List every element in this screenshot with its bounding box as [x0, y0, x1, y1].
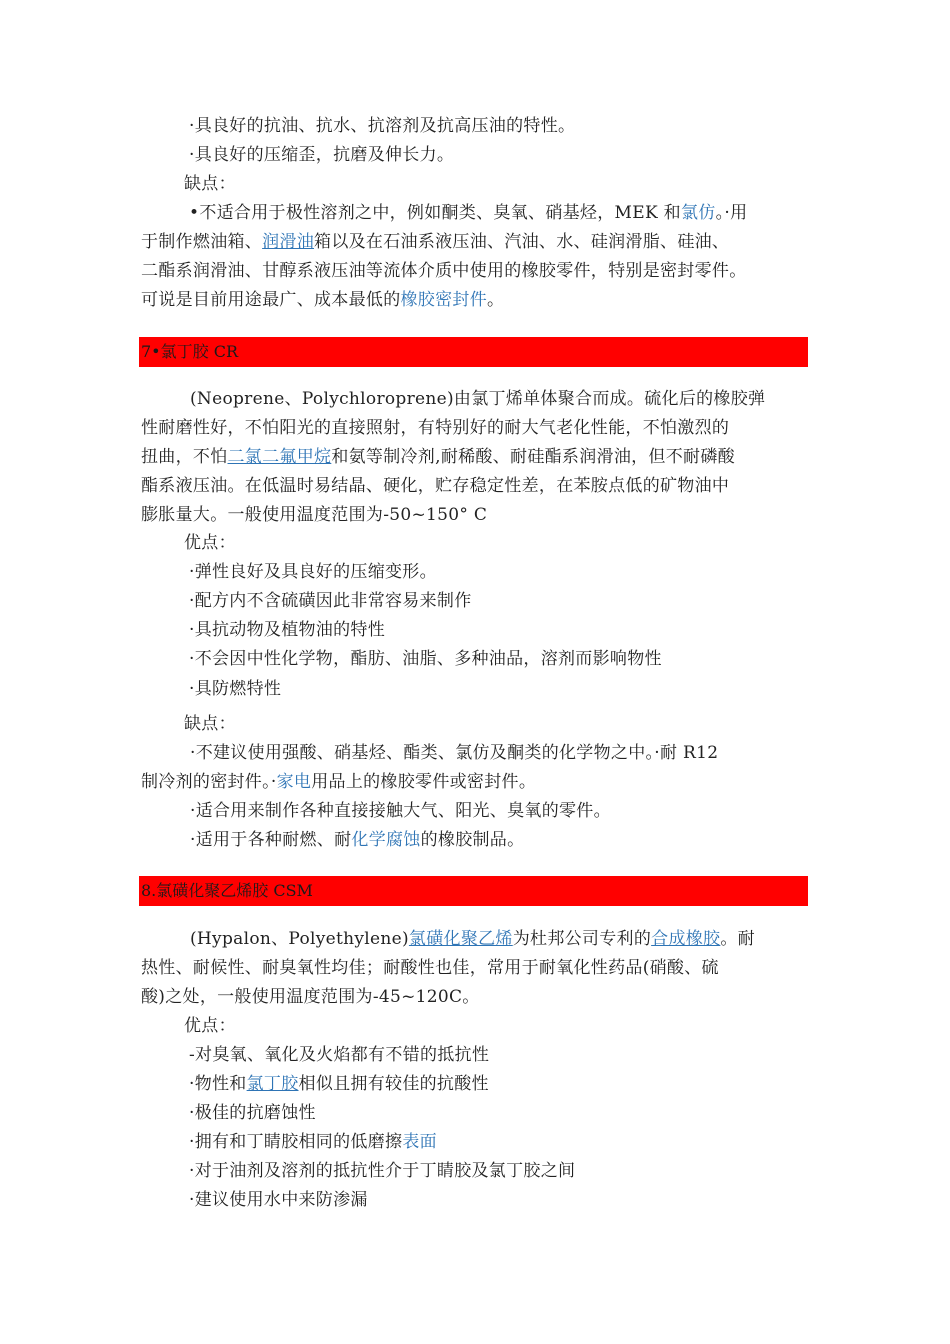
- link-chloroform[interactable]: 氯仿: [680, 203, 716, 223]
- sec8-pros-item: ·对于油剂及溶剂的抵抗性介于丁睛胶及氯丁胶之间: [189, 1161, 576, 1181]
- sec6-pros-item: ·具良好的抗油、抗水、抗溶剂及抗高压油的特性。: [189, 116, 576, 136]
- sec7-pros-item: ·具防燃特性: [189, 679, 282, 699]
- sec8-pros-heading: 优点：: [184, 1016, 236, 1036]
- sec7-pros-item: ·不会因中性化学物，酯肪、油脂、多种油品，溶剂而影响物性: [189, 649, 662, 669]
- sec8-pros-item: ·物性和氯丁胶相似且拥有较佳的抗酸性: [189, 1074, 489, 1094]
- sec7-intro-line: 性耐磨性好，不怕阳光的直接照射，有特别好的耐大气老化性能，不怕激烈的: [141, 418, 730, 438]
- link-lubricating-oil[interactable]: 润滑油: [262, 232, 315, 252]
- sec8-intro-line: (Hypalon、Polyethylene)氯磺化聚乙烯为杜邦公司专利的合成橡胶。耐: [190, 929, 755, 949]
- link-surface[interactable]: 表面: [402, 1132, 437, 1152]
- link-rubber-seal[interactable]: 橡胶密封件: [400, 290, 487, 310]
- sec8-intro-line: 酸)之处，一般使用温度范围为-45~120C。: [141, 987, 480, 1007]
- sec7-intro-line: 酯系液压油。在低温时易结晶、硬化，贮存稳定性差，在苯胺点低的矿物油中: [141, 476, 730, 496]
- sec6-pros-item: ·具良好的压缩歪，抗磨及伸长力。: [189, 145, 455, 165]
- link-chlorosulfonated-polyethylene[interactable]: 氯磺化聚乙烯: [408, 929, 513, 949]
- sec7-cons-line: ·适用于各种耐燃、耐化学腐蚀的橡胶制品。: [190, 830, 525, 850]
- sec8-pros-item: ·拥有和丁睛胶相同的低磨擦表面: [189, 1132, 437, 1152]
- sec7-cons-heading: 缺点：: [184, 714, 236, 734]
- sec6-cons-heading: 缺点：: [184, 174, 236, 194]
- link-chemical-corrosion[interactable]: 化学腐蚀: [351, 830, 421, 850]
- sec7-intro-line: 扭曲，不怕二氯二氟甲烷和氨等制冷剂,耐稀酸、耐硅酯系润滑油，但不耐磷酸: [141, 447, 735, 467]
- sec7-pros-heading: 优点：: [184, 533, 236, 553]
- link-dichlorodifluoromethane[interactable]: 二氯二氟甲烷: [227, 447, 332, 467]
- section-7-heading: 7•氯丁胶 CR: [139, 337, 808, 367]
- link-neoprene[interactable]: 氯丁胶: [246, 1074, 299, 1094]
- sec8-pros-item: ·极佳的抗磨蚀性: [189, 1103, 316, 1123]
- sec7-cons-line: 制冷剂的密封件。·家电用品上的橡胶零件或密封件。: [141, 772, 537, 792]
- sec7-intro-line: 膨胀量大。一般使用温度范围为-50~150° C: [141, 505, 488, 525]
- sec6-cons-line: 可说是目前用途最广、成本最低的橡胶密封件。: [141, 290, 505, 310]
- link-synthetic-rubber[interactable]: 合成橡胶: [651, 929, 721, 949]
- sec8-pros-item: ·建议使用水中来防渗漏: [189, 1190, 368, 1210]
- sec7-pros-item: ·具抗动物及植物油的特性: [189, 620, 386, 640]
- sec7-cons-line: ·不建议使用强酸、硝基烃、酯类、氯仿及酮类的化学物之中。·耐 R12: [190, 743, 719, 763]
- sec7-pros-item: ·弹性良好及具良好的压缩变形。: [189, 562, 437, 582]
- sec8-intro-line: 热性、耐候性、耐臭氧性均佳；耐酸性也佳，常用于耐氧化性药品(硝酸、硫: [141, 958, 719, 978]
- sec6-cons-line: 于制作燃油箱、润滑油箱以及在石油系液压油、汽油、水、硅润滑脂、硅油、: [141, 232, 730, 252]
- sec7-cons-line: ·适合用来制作各种直接接触大气、阳光、臭氧的零件。: [190, 801, 611, 821]
- sec8-pros-item: -对臭氧、氧化及火焰都有不错的抵抗性: [189, 1045, 490, 1065]
- sec7-intro-line: (Neoprene、Polychloroprene)由氯丁烯单体聚合而成。硫化后的橡胶弹: [190, 389, 766, 409]
- section-8-heading: 8.氯磺化聚乙烯胶 CSM: [139, 876, 808, 906]
- sec7-pros-item: ·配方内不含硫磺因此非常容易来制作: [189, 591, 472, 611]
- link-home-appliance[interactable]: 家电: [276, 772, 312, 792]
- sec6-cons-line: •不适合用于极性溶剂之中，例如酮类、臭氧、硝基烃，MEK 和氯仿。·用: [189, 203, 748, 223]
- sec6-cons-line: 二酯系润滑油、甘醇系液压油等流体介质中使用的橡胶零件，特别是密封零件。: [141, 261, 747, 281]
